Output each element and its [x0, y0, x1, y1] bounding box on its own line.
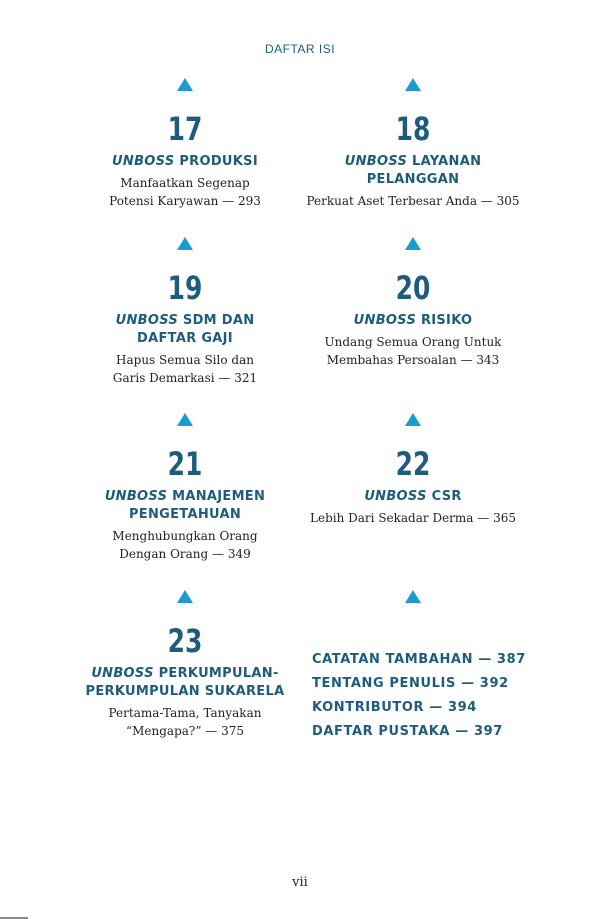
- chapter-description-line: Manfaatkan Segenap: [120, 176, 250, 190]
- chapter-description: [298, 333, 528, 369]
- chapter-number: 17: [167, 110, 203, 148]
- chapter-title: [70, 153, 300, 171]
- triangle-up-icon: [405, 237, 421, 250]
- chapter-description: [70, 704, 300, 740]
- chapter-description-line: Garis Demarkasi — 321: [112, 371, 258, 385]
- chapter-number: 18: [395, 110, 431, 148]
- chapter-description-line: Undang Semua Orang Untuk: [324, 335, 502, 349]
- chapter-number: 21: [167, 445, 203, 483]
- chapter-description-line: Perkuat Aset Terbesar Anda — 305: [306, 194, 520, 208]
- toc-entry-22[interactable]: [298, 413, 528, 527]
- chapter-description-line: Dengan Orang — 349: [119, 547, 251, 561]
- extras-marker: [298, 590, 528, 603]
- chapter-description-line: Lebih Dari Sekadar Derma — 365: [310, 511, 516, 525]
- toc-entry-21[interactable]: [70, 413, 300, 563]
- extra-item-tentang-penulis[interactable]: TENTANG PENULIS — 392: [312, 676, 509, 691]
- chapter-title-rest: RISIKO: [416, 313, 473, 328]
- toc-entry-23[interactable]: [70, 590, 300, 740]
- chapter-description-line: Menghubungkan Orang: [112, 529, 258, 543]
- toc-entry-17[interactable]: [70, 78, 300, 210]
- chapter-description: [298, 192, 528, 210]
- chapter-number: 19: [167, 269, 203, 307]
- chapter-title: [298, 153, 528, 189]
- chapter-title-emphasis: UNBOSS: [112, 154, 175, 169]
- chapter-title-emphasis: UNBOSS: [115, 313, 179, 328]
- chapter-title-emphasis: UNBOSS: [104, 489, 168, 504]
- chapter-title-line2: PERKUMPULAN SUKARELA: [85, 684, 285, 699]
- chapter-description: [70, 351, 300, 387]
- chapter-description: [70, 527, 300, 563]
- extras-list: [312, 648, 526, 744]
- chapter-title-emphasis: UNBOSS: [91, 666, 154, 681]
- chapter-title-line2: DAFTAR GAJI: [137, 331, 233, 346]
- chapter-number: 20: [395, 269, 431, 307]
- chapter-title-emphasis: UNBOSS: [353, 313, 417, 328]
- chapter-title-emphasis: UNBOSS: [344, 154, 408, 169]
- chapter-title: [298, 312, 528, 330]
- chapter-number: 22: [395, 445, 431, 483]
- chapter-title-rest: PRODUKSI: [174, 154, 258, 169]
- chapter-description: [70, 174, 300, 210]
- chapter-title-rest: CSR: [426, 489, 462, 504]
- chapter-description-line: Potensi Karyawan — 293: [109, 194, 261, 208]
- chapter-description: [298, 509, 528, 527]
- chapter-title-rest: MANAJEMEN: [167, 489, 266, 504]
- chapter-title: [70, 665, 300, 701]
- extra-item-kontributor[interactable]: KONTRIBUTOR — 394: [312, 700, 477, 715]
- chapter-description-line: Membahas Persoalan — 343: [326, 353, 500, 367]
- chapter-title-rest: LAYANAN: [407, 154, 482, 169]
- triangle-up-icon: [405, 413, 421, 426]
- triangle-up-icon: [177, 237, 193, 250]
- extra-item-daftar-pustaka[interactable]: DAFTAR PUSTAKA — 397: [312, 724, 503, 739]
- triangle-up-icon: [405, 78, 421, 91]
- chapter-description-line: “Mengapa?” — 375: [125, 724, 245, 738]
- toc-entry-20[interactable]: [298, 237, 528, 369]
- triangle-up-icon: [177, 78, 193, 91]
- chapter-description-line: Hapus Semua Silo dan: [116, 353, 254, 367]
- page-number: vii: [292, 875, 308, 890]
- chapter-number: 23: [167, 622, 203, 660]
- triangle-up-icon: [405, 590, 421, 603]
- chapter-description-line: Pertama-Tama, Tanyakan: [108, 706, 262, 720]
- page-header: DAFTAR ISI: [264, 42, 336, 56]
- triangle-up-icon: [177, 590, 193, 603]
- chapter-title-emphasis: UNBOSS: [364, 489, 427, 504]
- chapter-title-rest: PERKUMPULAN-: [153, 666, 279, 681]
- toc-entry-18[interactable]: [298, 78, 528, 210]
- chapter-title: [298, 488, 528, 506]
- extra-item-catatan-tambahan[interactable]: CATATAN TAMBAHAN — 387: [312, 652, 526, 667]
- toc-entry-19[interactable]: [70, 237, 300, 387]
- chapter-title: [70, 488, 300, 524]
- triangle-up-icon: [177, 413, 193, 426]
- chapter-title-line2: PENGETAHUAN: [128, 507, 242, 522]
- chapter-title-rest: SDM DAN: [178, 313, 255, 328]
- chapter-title-line2: PELANGGAN: [366, 172, 460, 187]
- chapter-title: [70, 312, 300, 348]
